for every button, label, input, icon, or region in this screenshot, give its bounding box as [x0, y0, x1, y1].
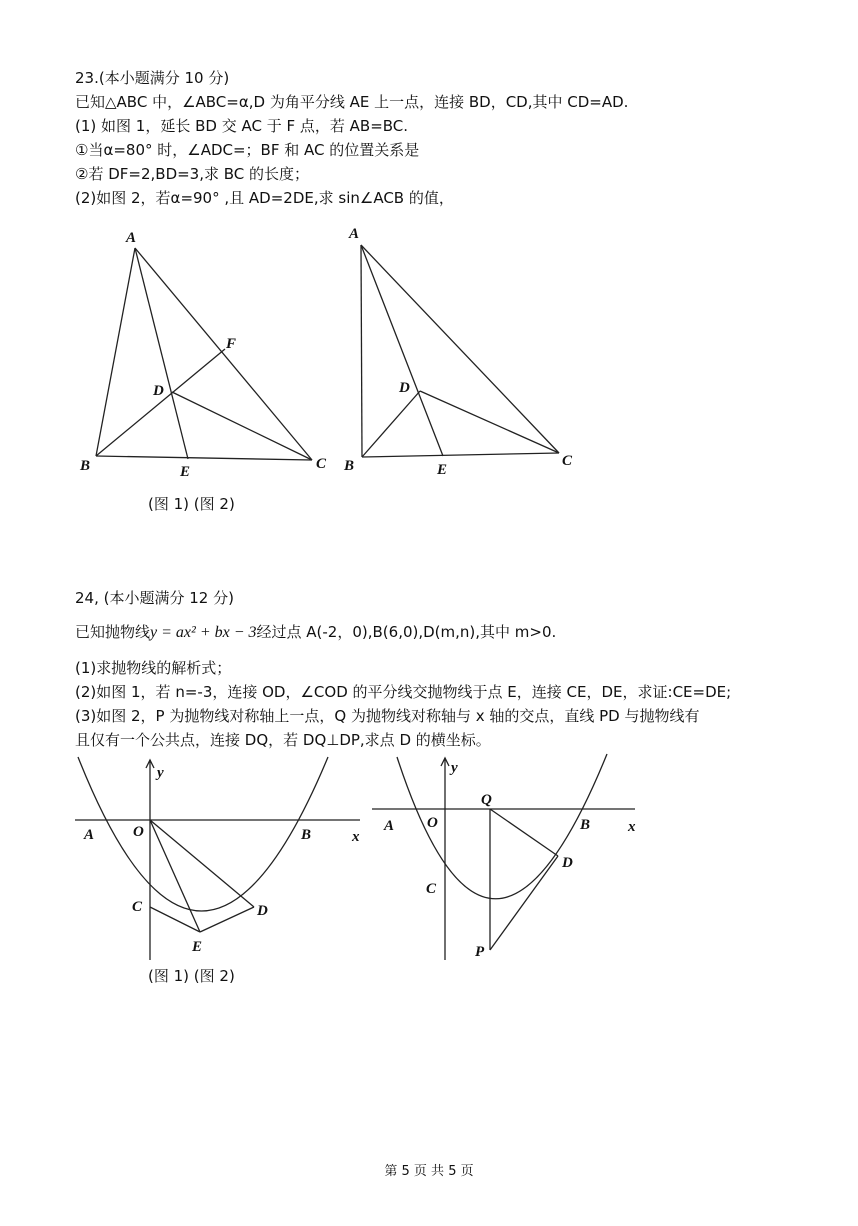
label-d: D	[257, 903, 268, 919]
segment-dc	[172, 392, 312, 460]
label-b: B	[344, 458, 355, 474]
segment-pd	[490, 856, 558, 950]
q23-figure-caption: (图 1) (图 2)	[148, 495, 235, 513]
q23-header: 23.(本小题满分 10 分)	[75, 69, 230, 87]
label-c: C	[562, 453, 573, 469]
label-b: B	[580, 817, 591, 833]
label-e: E	[437, 462, 448, 478]
q23-part1b: ②若 DF=2,BD=3,求 BC 的长度；	[75, 165, 310, 183]
q24-part2: (2)如图 1，若 n=-3，连接 OD，∠COD 的平分线交抛物线于点 E，连接 CE，DE，求证:CE=DE;	[75, 683, 732, 701]
label-x: x	[628, 819, 636, 835]
label-p: P	[475, 944, 485, 960]
label-e: E	[180, 464, 191, 480]
segment-ae	[361, 245, 443, 456]
q24-stem	[75, 622, 556, 643]
q23-part2: (2)如图 2，若α=90° ,且 AD=2DE,求 sin∠ACB 的值，	[75, 189, 454, 207]
q24-stem-pre: 已知抛物线	[75, 623, 151, 641]
label-y: y	[451, 760, 458, 776]
segment-ab	[96, 248, 135, 456]
segment-bc	[362, 453, 559, 457]
label-b: B	[80, 458, 91, 474]
segment-qd	[490, 809, 558, 856]
q23-part1: (1) 如图 1，延长 BD 交 AC 于 F 点，若 AB=BC.	[75, 117, 409, 135]
q23-figure-1	[70, 220, 340, 485]
q24-part3a: (3)如图 2，P 为抛物线对称轴上一点，Q 为抛物线对称轴与 x 轴的交点，直线 PD 与抛物线有	[75, 707, 700, 725]
label-b: B	[301, 827, 312, 843]
label-a: A	[384, 818, 395, 834]
q24-part3b: 且仅有一个公共点，连接 DQ，若 DQ⊥DP,求点 D 的横坐标。	[75, 731, 491, 749]
label-o: O	[133, 824, 144, 840]
parabola	[78, 757, 328, 911]
segment-bc	[96, 456, 312, 460]
label-f: F	[226, 336, 237, 352]
q24-header: 24, (本小题满分 12 分)	[75, 589, 234, 607]
segment-dc	[420, 391, 559, 453]
label-e: E	[192, 939, 203, 955]
segment-ab	[361, 245, 362, 457]
q23-figure-2	[340, 220, 590, 485]
label-c: C	[316, 456, 327, 472]
label-o: O	[427, 815, 438, 831]
segment-bf	[96, 349, 225, 456]
label-c: C	[132, 899, 143, 915]
q24-figure-1	[70, 755, 370, 970]
label-q: Q	[481, 792, 492, 808]
segment-ac	[361, 245, 559, 453]
label-y: y	[157, 765, 164, 781]
label-d: D	[153, 383, 164, 399]
label-a: A	[126, 230, 137, 246]
q24-equation: y = ax² + bx − 3	[150, 624, 257, 641]
label-x: x	[352, 829, 360, 845]
q24-stem-post: 经过点 A(-2，0),B(6,0),D(m,n),其中 m>0.	[256, 623, 557, 641]
label-a: A	[349, 226, 360, 242]
q23-stem: 已知△ABC 中，∠ABC=α,D 为角平分线 AE 上一点，连接 BD，CD,其中 CD=AD.	[75, 93, 629, 111]
label-c: C	[426, 881, 437, 897]
q23-part1a: ①当α=80° 时，∠ADC=；BF 和 AC 的位置关系是	[75, 141, 420, 159]
label-d: D	[562, 855, 573, 871]
q24-part1: (1)求抛物线的解析式；	[75, 659, 232, 677]
segment-oe	[150, 820, 200, 932]
label-d: D	[399, 380, 410, 396]
label-a: A	[84, 827, 95, 843]
q24-figure-caption: (图 1) (图 2)	[148, 967, 235, 985]
segment-od	[150, 820, 254, 907]
page-footer: 第 5 页 共 5 页	[384, 1164, 474, 1179]
segment-bd	[362, 391, 420, 457]
q24-figure-2	[370, 752, 645, 967]
